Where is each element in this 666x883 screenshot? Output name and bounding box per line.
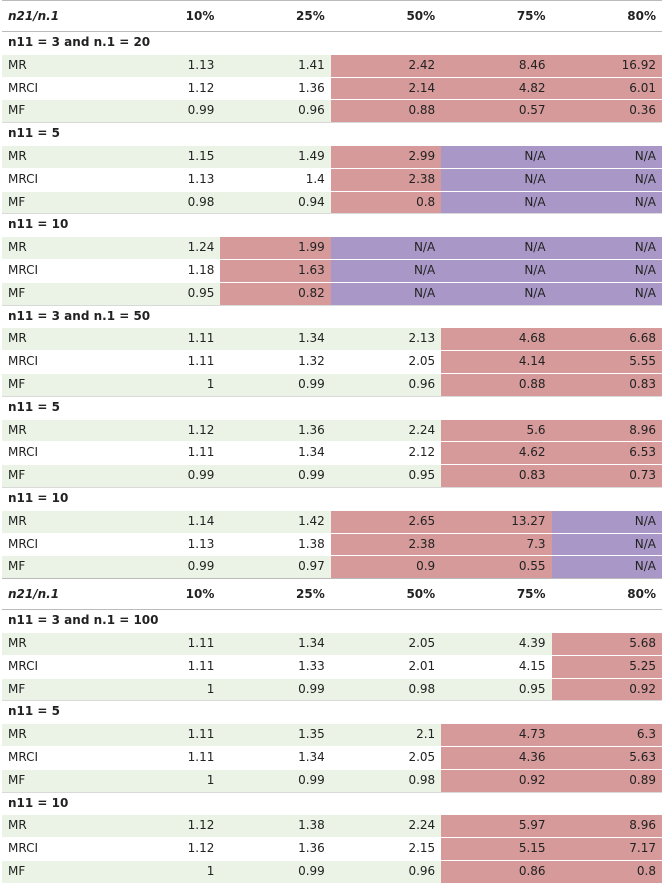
value-cell: 0.88 bbox=[441, 373, 551, 396]
value-cell: 1.36 bbox=[220, 77, 330, 100]
value-cell: 2.15 bbox=[331, 838, 441, 861]
value-cell: 5.25 bbox=[552, 655, 662, 678]
header-percent-3: 75% bbox=[441, 579, 551, 610]
value-cell: N/A bbox=[441, 259, 551, 282]
value-cell: 5.68 bbox=[552, 632, 662, 655]
row-label: MRCI bbox=[2, 259, 110, 282]
value-cell: 1.34 bbox=[220, 746, 330, 769]
table-row bbox=[2, 465, 662, 488]
value-cell: 8.46 bbox=[441, 54, 551, 77]
table-row bbox=[2, 237, 662, 260]
row-label: MRCI bbox=[2, 746, 110, 769]
value-cell: 5.6 bbox=[441, 419, 551, 442]
value-cell: 1.11 bbox=[110, 655, 220, 678]
value-cell: 0.99 bbox=[110, 556, 220, 579]
value-cell: 8.96 bbox=[552, 419, 662, 442]
value-cell: 1.4 bbox=[220, 168, 330, 191]
value-cell: 8.96 bbox=[552, 815, 662, 838]
row-label: MF bbox=[2, 465, 110, 488]
row-label: MF bbox=[2, 282, 110, 305]
value-cell: N/A bbox=[552, 168, 662, 191]
header-ratio-label: n21/n.1 bbox=[2, 1, 110, 32]
value-cell: 0.99 bbox=[220, 860, 330, 882]
value-cell: 1.49 bbox=[220, 145, 330, 168]
value-cell: N/A bbox=[441, 191, 551, 214]
value-cell: N/A bbox=[552, 510, 662, 533]
table-row bbox=[2, 419, 662, 442]
value-cell: 7.3 bbox=[441, 533, 551, 556]
value-cell: 1.12 bbox=[110, 815, 220, 838]
value-cell: 5.15 bbox=[441, 838, 551, 861]
value-cell: 0.95 bbox=[441, 678, 551, 701]
value-cell: 1.32 bbox=[220, 351, 330, 374]
value-cell: 1.63 bbox=[220, 259, 330, 282]
value-cell: 2.24 bbox=[331, 815, 441, 838]
value-cell: 0.96 bbox=[220, 100, 330, 123]
row-label: MRCI bbox=[2, 351, 110, 374]
value-cell: N/A bbox=[552, 191, 662, 214]
section-title: n11 = 3 and n.1 = 50 bbox=[2, 305, 662, 328]
section-title: n11 = 10 bbox=[2, 487, 662, 510]
table-row bbox=[2, 328, 662, 351]
table-header-row bbox=[2, 579, 662, 610]
value-cell: N/A bbox=[552, 556, 662, 579]
section-header bbox=[2, 487, 662, 510]
value-cell: 4.82 bbox=[441, 77, 551, 100]
value-cell: 1.11 bbox=[110, 724, 220, 747]
row-label: MRCI bbox=[2, 838, 110, 861]
value-cell: 2.13 bbox=[331, 328, 441, 351]
value-cell: 7.17 bbox=[552, 838, 662, 861]
value-cell: 4.62 bbox=[441, 442, 551, 465]
header-percent-3: 75% bbox=[441, 1, 551, 32]
value-cell: 0.99 bbox=[220, 678, 330, 701]
value-cell: 0.95 bbox=[110, 282, 220, 305]
section-title: n11 = 10 bbox=[2, 792, 662, 815]
value-cell: 2.65 bbox=[331, 510, 441, 533]
table-row bbox=[2, 838, 662, 861]
value-cell: 2.38 bbox=[331, 168, 441, 191]
header-ratio-label: n21/n.1 bbox=[2, 579, 110, 610]
value-cell: 5.55 bbox=[552, 351, 662, 374]
table-row bbox=[2, 259, 662, 282]
value-cell: 1.14 bbox=[110, 510, 220, 533]
value-cell: 2.42 bbox=[331, 54, 441, 77]
value-cell: 0.94 bbox=[220, 191, 330, 214]
value-cell: N/A bbox=[552, 237, 662, 260]
value-cell: 1.18 bbox=[110, 259, 220, 282]
table-row bbox=[2, 769, 662, 792]
table-row bbox=[2, 191, 662, 214]
row-label: MF bbox=[2, 191, 110, 214]
value-cell: 0.82 bbox=[220, 282, 330, 305]
value-cell: 2.38 bbox=[331, 533, 441, 556]
header-percent-0: 10% bbox=[110, 579, 220, 610]
value-cell: 0.97 bbox=[220, 556, 330, 579]
table-row bbox=[2, 442, 662, 465]
row-label: MF bbox=[2, 100, 110, 123]
value-cell: 1.13 bbox=[110, 533, 220, 556]
value-cell: N/A bbox=[331, 282, 441, 305]
value-cell: N/A bbox=[552, 533, 662, 556]
value-cell: 1.41 bbox=[220, 54, 330, 77]
value-cell: 0.99 bbox=[220, 465, 330, 488]
value-cell: 0.99 bbox=[110, 465, 220, 488]
row-label: MR bbox=[2, 328, 110, 351]
table-row bbox=[2, 282, 662, 305]
value-cell: 1.12 bbox=[110, 419, 220, 442]
value-cell: 2.05 bbox=[331, 351, 441, 374]
value-cell: 0.96 bbox=[331, 860, 441, 882]
value-cell: 0.55 bbox=[441, 556, 551, 579]
value-cell: 5.63 bbox=[552, 746, 662, 769]
value-cell: 1 bbox=[110, 769, 220, 792]
value-cell: N/A bbox=[441, 145, 551, 168]
value-cell: 4.39 bbox=[441, 632, 551, 655]
value-cell: 0.8 bbox=[552, 860, 662, 882]
table-header-row bbox=[2, 1, 662, 32]
section-header bbox=[2, 610, 662, 633]
table-row bbox=[2, 860, 662, 882]
value-cell: 2.05 bbox=[331, 632, 441, 655]
value-cell: 1.99 bbox=[220, 237, 330, 260]
section-header bbox=[2, 792, 662, 815]
value-cell: 2.24 bbox=[331, 419, 441, 442]
row-label: MR bbox=[2, 419, 110, 442]
value-cell: 0.98 bbox=[331, 769, 441, 792]
row-label: MF bbox=[2, 556, 110, 579]
value-cell: 1.36 bbox=[220, 838, 330, 861]
value-cell: 2.12 bbox=[331, 442, 441, 465]
row-label: MF bbox=[2, 769, 110, 792]
row-label: MF bbox=[2, 860, 110, 882]
header-percent-0: 10% bbox=[110, 1, 220, 32]
value-cell: 0.99 bbox=[220, 769, 330, 792]
header-percent-2: 50% bbox=[331, 1, 441, 32]
value-cell: N/A bbox=[441, 282, 551, 305]
section-header bbox=[2, 123, 662, 146]
results-table-body bbox=[2, 1, 662, 883]
table-row bbox=[2, 724, 662, 747]
row-label: MRCI bbox=[2, 442, 110, 465]
value-cell: N/A bbox=[331, 237, 441, 260]
value-cell: 1.15 bbox=[110, 145, 220, 168]
row-label: MR bbox=[2, 510, 110, 533]
header-percent-2: 50% bbox=[331, 579, 441, 610]
value-cell: 0.88 bbox=[331, 100, 441, 123]
value-cell: 0.96 bbox=[331, 373, 441, 396]
value-cell: 6.53 bbox=[552, 442, 662, 465]
section-title: n11 = 3 and n.1 = 20 bbox=[2, 32, 662, 55]
value-cell: 0.92 bbox=[552, 678, 662, 701]
value-cell: 1.35 bbox=[220, 724, 330, 747]
value-cell: N/A bbox=[552, 282, 662, 305]
section-title: n11 = 5 bbox=[2, 701, 662, 724]
value-cell: 16.92 bbox=[552, 54, 662, 77]
value-cell: 0.99 bbox=[220, 373, 330, 396]
row-label: MR bbox=[2, 632, 110, 655]
section-title: n11 = 3 and n.1 = 100 bbox=[2, 610, 662, 633]
section-header bbox=[2, 32, 662, 55]
value-cell: 0.95 bbox=[331, 465, 441, 488]
value-cell: 4.68 bbox=[441, 328, 551, 351]
value-cell: 5.97 bbox=[441, 815, 551, 838]
value-cell: 0.99 bbox=[110, 100, 220, 123]
value-cell: 0.98 bbox=[110, 191, 220, 214]
value-cell: N/A bbox=[552, 145, 662, 168]
table-row bbox=[2, 54, 662, 77]
table-row bbox=[2, 100, 662, 123]
row-label: MF bbox=[2, 373, 110, 396]
row-label: MRCI bbox=[2, 533, 110, 556]
value-cell: 4.15 bbox=[441, 655, 551, 678]
table-row bbox=[2, 815, 662, 838]
value-cell: 2.99 bbox=[331, 145, 441, 168]
value-cell: 1.11 bbox=[110, 632, 220, 655]
value-cell: 6.01 bbox=[552, 77, 662, 100]
section-title: n11 = 10 bbox=[2, 214, 662, 237]
value-cell: 6.68 bbox=[552, 328, 662, 351]
value-cell: N/A bbox=[331, 259, 441, 282]
table-row bbox=[2, 533, 662, 556]
value-cell: 0.9 bbox=[331, 556, 441, 579]
value-cell: 4.14 bbox=[441, 351, 551, 374]
value-cell: 1.24 bbox=[110, 237, 220, 260]
value-cell: 1 bbox=[110, 678, 220, 701]
table-row bbox=[2, 632, 662, 655]
value-cell: 1 bbox=[110, 860, 220, 882]
row-label: MF bbox=[2, 678, 110, 701]
value-cell: 0.92 bbox=[441, 769, 551, 792]
value-cell: 0.83 bbox=[441, 465, 551, 488]
section-header bbox=[2, 396, 662, 419]
value-cell: 1.38 bbox=[220, 533, 330, 556]
value-cell: 4.36 bbox=[441, 746, 551, 769]
header-percent-1: 25% bbox=[220, 579, 330, 610]
section-header bbox=[2, 214, 662, 237]
header-percent-4: 80% bbox=[552, 1, 662, 32]
value-cell: 13.27 bbox=[441, 510, 551, 533]
row-label: MRCI bbox=[2, 77, 110, 100]
table-row bbox=[2, 351, 662, 374]
value-cell: 2.14 bbox=[331, 77, 441, 100]
table-row bbox=[2, 145, 662, 168]
value-cell: 0.8 bbox=[331, 191, 441, 214]
value-cell: 1.34 bbox=[220, 442, 330, 465]
value-cell: 1.13 bbox=[110, 54, 220, 77]
section-title: n11 = 5 bbox=[2, 396, 662, 419]
value-cell: 1.12 bbox=[110, 77, 220, 100]
header-percent-1: 25% bbox=[220, 1, 330, 32]
value-cell: 1.13 bbox=[110, 168, 220, 191]
results-table bbox=[2, 0, 662, 883]
table-row bbox=[2, 168, 662, 191]
value-cell: 1.11 bbox=[110, 442, 220, 465]
value-cell: 4.73 bbox=[441, 724, 551, 747]
row-label: MR bbox=[2, 815, 110, 838]
value-cell: 2.01 bbox=[331, 655, 441, 678]
value-cell: 0.86 bbox=[441, 860, 551, 882]
section-header bbox=[2, 701, 662, 724]
row-label: MRCI bbox=[2, 655, 110, 678]
table-row bbox=[2, 678, 662, 701]
table-row bbox=[2, 655, 662, 678]
table-row bbox=[2, 746, 662, 769]
value-cell: 0.89 bbox=[552, 769, 662, 792]
value-cell: 1.11 bbox=[110, 351, 220, 374]
value-cell: 2.05 bbox=[331, 746, 441, 769]
table-row bbox=[2, 373, 662, 396]
section-title: n11 = 5 bbox=[2, 123, 662, 146]
row-label: MR bbox=[2, 237, 110, 260]
value-cell: 1.42 bbox=[220, 510, 330, 533]
value-cell: 1.38 bbox=[220, 815, 330, 838]
value-cell: 1 bbox=[110, 373, 220, 396]
value-cell: N/A bbox=[441, 237, 551, 260]
value-cell: N/A bbox=[552, 259, 662, 282]
section-header bbox=[2, 305, 662, 328]
row-label: MRCI bbox=[2, 168, 110, 191]
table-row bbox=[2, 77, 662, 100]
value-cell: 0.73 bbox=[552, 465, 662, 488]
value-cell: 0.83 bbox=[552, 373, 662, 396]
table-row bbox=[2, 556, 662, 579]
value-cell: 0.98 bbox=[331, 678, 441, 701]
value-cell: 1.12 bbox=[110, 838, 220, 861]
value-cell: 1.34 bbox=[220, 328, 330, 351]
value-cell: 1.11 bbox=[110, 328, 220, 351]
value-cell: 0.57 bbox=[441, 100, 551, 123]
value-cell: N/A bbox=[441, 168, 551, 191]
header-percent-4: 80% bbox=[552, 579, 662, 610]
value-cell: 0.36 bbox=[552, 100, 662, 123]
table-row bbox=[2, 510, 662, 533]
value-cell: 1.33 bbox=[220, 655, 330, 678]
row-label: MR bbox=[2, 145, 110, 168]
row-label: MR bbox=[2, 724, 110, 747]
value-cell: 1.11 bbox=[110, 746, 220, 769]
value-cell: 1.34 bbox=[220, 632, 330, 655]
value-cell: 2.1 bbox=[331, 724, 441, 747]
value-cell: 6.3 bbox=[552, 724, 662, 747]
row-label: MR bbox=[2, 54, 110, 77]
value-cell: 1.36 bbox=[220, 419, 330, 442]
